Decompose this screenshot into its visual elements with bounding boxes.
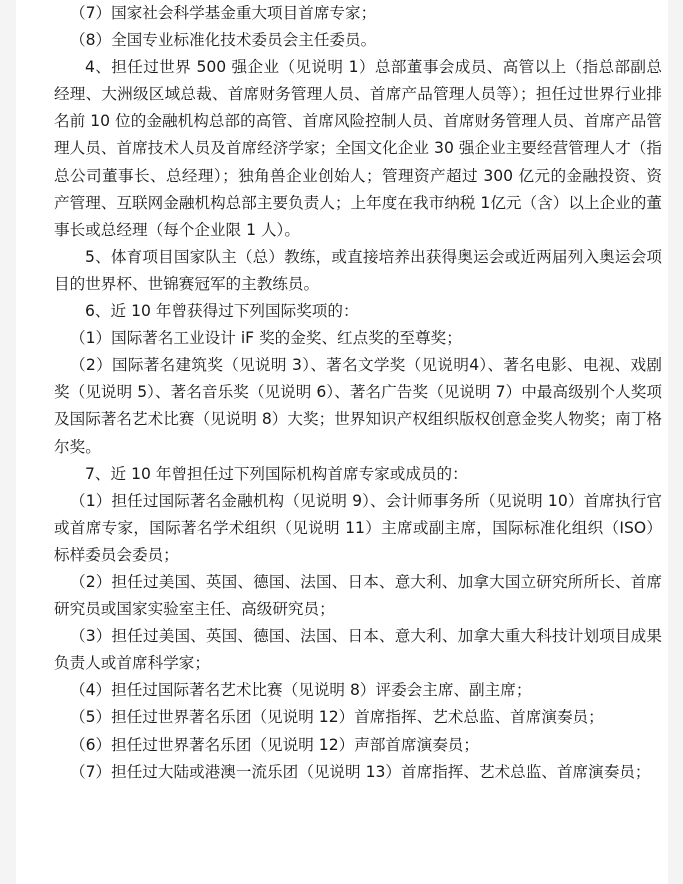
- paragraph-item-7-nssf: （7）国家社会科学基金重大项目首席专家；: [70, 4, 377, 22]
- paragraph-7-2-institutes: （2）担任过美国、英国、德国、法国、日本、意大利、加拿大国立研究所所长、首席研究员或国家实验室主任、高级研究员；: [54, 572, 662, 619]
- paragraph-item-8-standards: （8）全国专业标准化技术委员会主任委员。: [70, 31, 377, 50]
- paragraph-7-1-financial: （1）担任过国际著名金融机构（见说明 9）、会计师事务所（见说明 10）首席执行官或首席专家，国际著名学术组织（见说明 11）主席或副主席，国际标准化组织（ISO）标样委员会委员；: [54, 491, 662, 564]
- document-page: [16, 0, 668, 884]
- paragraph-6-international-awards: 6、近 10 年曾获得过下列国际奖项的：: [85, 302, 359, 321]
- paragraph-6-1-if-award: （1）国际著名工业设计 iF 奖的金奖、红点奖的至尊奖；: [70, 329, 462, 348]
- paragraph-7-4-art-jury: （4）担任过国际著名艺术比赛（见说明 8）评委会主席、副主席；: [70, 681, 532, 700]
- paragraph-7-5-orchestra-chief: （5）担任过世界著名乐团（见说明 12）首席指挥、艺术总监、首席演奏员；: [70, 708, 604, 727]
- paragraph-4-executives: 4、担任过世界 500 强企业（见说明 1）总部董事会成员、高管以上（指总部副总经理、大洲级区域总裁、首席财务管理人员、首席产品管理人员等）；担任过世界行业排名前 10 位的金融机构总部的高管、首席风险控制人员、首席财务管理人员、首席产品管理人员、首席技术人员及首席经济学家；全国文化企业 30 强企业主要经营管理人才（指总公司董事长、总经理）；独角兽企业创始人；管理资产超过 300 亿元的金融投资、资产管理、互联网金融机构总部主要负责人；上年度在我市纳税 1亿元（含）以上企业的董事长或总经理（每个企业限 1 人）。: [54, 58, 662, 239]
- paragraph-7-international-institutions: 7、近 10 年曾担任过下列国际机构首席专家或成员的：: [85, 464, 468, 483]
- paragraph-6-2-famous-awards: （2）国际著名建筑奖（见说明 3）、著名文学奖（见说明4）、著名电影、电视、戏剧奖（见说明 5）、著名音乐奖（见说明 6）、著名广告奖（见说明 7）中最高级别个人奖项及国际著名艺术比赛（见说明 8）大奖；世界知识产权组织版权创意金奖人物奖；南丁格尔奖。: [54, 356, 662, 456]
- paragraph-7-7-regional-orchestra: （7）担任过大陆或港澳一流乐团（见说明 13）首席指挥、艺术总监、首席演奏员；: [70, 762, 651, 781]
- paragraph-7-6-section-principal: （6）担任过世界著名乐团（见说明 12）声部首席演奏员；: [70, 735, 479, 754]
- paragraph-7-3-science-projects: （3）担任过美国、英国、德国、法国、日本、意大利、加拿大重大科技计划项目成果负责人或首席科学家；: [54, 627, 662, 673]
- document-body: [54, 0, 662, 786]
- paragraph-5-sports-coach: 5、体育项目国家队主（总）教练，或直接培养出获得奥运会或近两届列入奥运会项目的世界杯、世锦赛冠军的主教练员。: [54, 247, 662, 293]
